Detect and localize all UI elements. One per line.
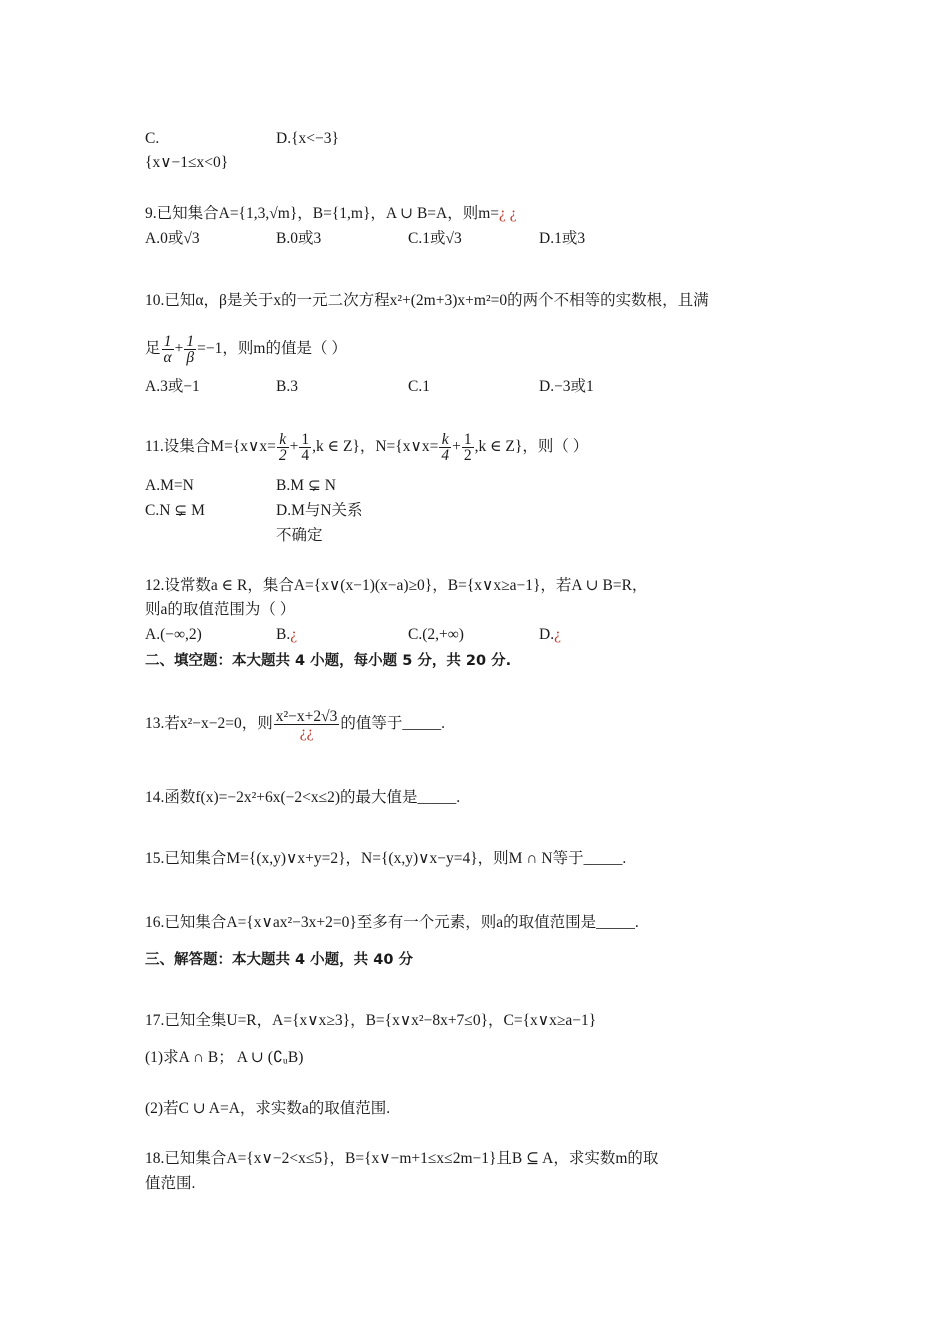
denominator: β [186,348,195,366]
q11-option-c: C.N ⊊ M [145,502,205,519]
denominator: 2 [463,446,472,464]
fraction-1-over-4 [299,432,311,463]
q12-option-a: A.(−∞,2) [145,626,202,643]
q13-prefix: 13.若x²−x−2=0，则 [145,715,273,732]
question-17-part-1: (1)求A ∩ B； A ∪ (∁ᵤB) [145,1049,304,1066]
option-label: B. [276,626,291,643]
q13-suffix: 的值等于_____. [340,715,446,732]
q8-option-d: D.{x<−3} [276,130,339,147]
q9-option-a: A.0或√3 [145,230,200,247]
fraction-1-over-beta [184,334,196,365]
q10-prefix: 足 [145,340,161,357]
q8-option-c-set: {x∨−1≤x<0} [145,154,229,171]
numerator: 1 [186,332,195,350]
q9-text: 9.已知集合A={1,3,√m}，B={1,m}，A ∪ B=A，则m= [145,205,500,222]
section-2-heading: 二、填空题：本大题共 4 小题，每小题 5 分，共 20 分. [145,653,512,669]
q13-fraction [274,709,340,740]
question-18-stem-line1: 18.已知集合A={x∨−2<x≤5}，B={x∨−m+1≤x≤2m−1}且B ⊆ A，求实数m的取 [145,1150,659,1167]
garbled-mark: ¿ ¿ [499,205,517,222]
section-3-heading: 三、解答题：本大题共 4 小题，共 40 分 [145,952,413,968]
question-15: 15.已知集合M={(x,y)∨x+y=2}，N={(x,y)∨x−y=4}，则M ∩ N等于_____. [145,850,627,867]
question-12-stem-line2: 则a的取值范围为（ ） [145,601,296,618]
plus-sign: + [289,438,299,455]
question-10-stem-line1: 10.已知α，β是关于x的一元二次方程x²+(2m+3)x+m²=0的两个不相等的实数根，且满 [145,292,709,309]
denominator: 4 [301,446,310,464]
plus-sign: + [452,438,461,455]
q11-middle: ,k ∈ Z}，N={x∨x= [312,438,439,455]
plus-sign: + [174,340,184,357]
question-9-stem [145,203,517,225]
q11-option-b: B.M ⊊ N [276,477,336,494]
q11-option-d-line1: D.M与N关系 [276,502,363,519]
question-10-stem-line2 [145,327,347,371]
fraction-1-over-2 [462,432,474,463]
question-18-stem-line2: 值范围. [145,1175,196,1192]
q11-suffix: ,k ∈ Z}，则（ ） [474,438,589,455]
q10-option-c: C.1 [408,378,430,395]
garbled-denominator: ¿¿ [299,723,314,741]
numerator: 1 [463,430,472,448]
q8-option-c-label: C. [145,130,160,147]
garbled-mark: ¿ [290,626,298,643]
q10-option-b: B.3 [276,378,298,395]
fraction-k-over-2 [277,432,289,463]
question-17-stem: 17.已知全集U=R，A={x∨x≥3}，B={x∨x²−8x+7≤0}，C={x∨x≥a−1} [145,1012,597,1029]
q9-option-c: C.1或√3 [408,230,462,247]
numerator: 1 [162,334,174,350]
question-11-stem [145,425,588,469]
numerator: k [277,432,289,448]
q11-option-d-line2: 不确定 [276,527,323,544]
q10-option-a: A.3或−1 [145,378,200,395]
q10-option-d: D.−3或1 [539,378,594,395]
denominator: 2 [278,446,287,464]
q12-option-d [539,624,561,646]
question-13 [145,702,445,746]
q11-prefix: 11.设集合M={x∨x= [145,438,276,455]
numerator: k [439,432,451,448]
q10-suffix: =−1，则m的值是（ ） [197,340,347,357]
option-label: D. [539,626,555,643]
question-14: 14.函数f(x)=−2x²+6x(−2<x≤2)的最大值是_____. [145,789,461,806]
fraction-k-over-4 [439,432,451,463]
denominator: 4 [441,446,450,464]
numerator: 1 [301,430,310,448]
q9-option-b: B.0或3 [276,230,322,247]
q9-option-d: D.1或3 [539,230,586,247]
q12-option-c: C.(2,+∞) [408,626,464,643]
fraction-1-over-alpha [162,334,174,365]
q11-option-a: A.M=N [145,477,194,494]
numerator: x²−x+2√3 [275,707,338,725]
denominator: α [163,348,172,366]
garbled-mark: ¿ [554,626,561,643]
question-16: 16.已知集合A={x∨ax²−3x+2=0}至多有一个元素，则a的取值范围是_____. [145,914,639,931]
question-12-stem-line1: 12.设常数a ∈ R，集合A={x∨(x−1)(x−a)≥0}，B={x∨x≥a−1}，若A ∪ B=R， [145,577,648,594]
question-17-part-2: (2)若C ∪ A=A，求实数a的取值范围. [145,1100,391,1117]
q12-option-b [276,624,297,646]
